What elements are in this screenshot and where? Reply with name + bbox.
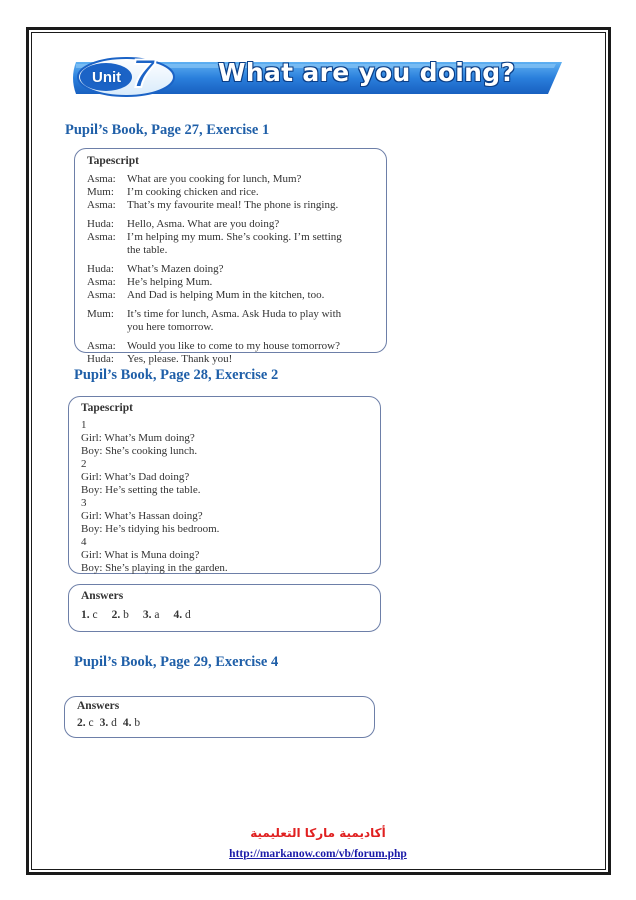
answer-number: 3. [142, 609, 152, 621]
dialog-line [87, 218, 382, 231]
answer-value: d [108, 717, 117, 729]
answer-item [100, 717, 117, 729]
speaker-name: Asma: [87, 276, 116, 288]
answer-item [112, 609, 129, 621]
answer-item [173, 609, 190, 621]
dialog-line [87, 199, 382, 212]
answer-value: c [85, 717, 94, 729]
tapescript-line: Boy: He’s tidying his bedroom. [81, 523, 220, 535]
tapescript-line: Girl: What is Muna doing? [81, 549, 200, 561]
speech-text: you here tomorrow. [127, 321, 214, 333]
unit-label: Unit [92, 69, 122, 86]
tapescript-line: Boy: He’s setting the table. [81, 484, 201, 496]
tapescript-box-page27 [74, 148, 387, 365]
speech-text: I’m cooking chicken and rice. [127, 186, 259, 198]
tapescript-line: Girl: What’s Dad doing? [81, 471, 190, 483]
section-heading-page29: Pupil’s Book, Page 29, Exercise 4 [74, 654, 279, 670]
answer-value: c [89, 609, 98, 621]
answer-number: 1. [81, 609, 90, 621]
answer-number: 3. [99, 717, 109, 729]
tapescript-dialog [87, 173, 382, 366]
speaker-name: Asma: [87, 173, 116, 185]
dialog-line [87, 231, 382, 244]
answer-value: d [182, 609, 191, 621]
speaker-name: Mum: [87, 308, 114, 320]
tapescript-line: 4 [81, 536, 87, 548]
speaker-name [87, 244, 127, 257]
answer-value: a [151, 609, 160, 621]
tapescript-line: Girl: What’s Hassan doing? [81, 510, 203, 522]
dialog-line [87, 308, 382, 321]
unit-title: What are you doing? [218, 58, 516, 87]
speech-text: Hello, Asma. What are you doing? [127, 218, 280, 230]
answers-list [77, 717, 146, 729]
speaker-name: Huda: [87, 218, 114, 230]
tapescript-title: Tapescript [81, 402, 133, 414]
speech-text: Would you like to come to my house tomorrow? [127, 340, 340, 352]
tapescript-line: Girl: What’s Mum doing? [81, 432, 195, 444]
footer-forum-link[interactable]: http://markanow.com/vb/forum.php [229, 848, 407, 860]
answer-item [123, 717, 140, 729]
tapescript-line: 2 [81, 458, 87, 470]
speech-text: It’s time for lunch, Asma. Ask Huda to play with [127, 308, 342, 320]
tapescript-title: Tapescript [87, 155, 139, 167]
tapescript-line: Boy: She’s playing in the garden. [81, 562, 228, 574]
tapescript-lines [81, 419, 371, 575]
tapescript-line: 1 [81, 419, 87, 431]
speech-text: What’s Mazen doing? [127, 263, 224, 275]
dialog-line [87, 353, 382, 366]
answer-item [143, 609, 160, 621]
speech-text: the table. [127, 244, 168, 256]
speaker-name: Asma: [87, 231, 116, 243]
unit-number: 7 [132, 52, 155, 96]
dialog-line [87, 276, 382, 289]
answers-box-page29 [64, 696, 375, 738]
answer-value: b [131, 717, 141, 729]
speech-text: And Dad is helping Mum in the kitchen, too. [127, 289, 325, 301]
speech-text: That’s my favourite meal! The phone is ringing. [127, 199, 339, 211]
dialog-line [87, 263, 382, 276]
dialog-line [87, 340, 382, 353]
section-heading-page27: Pupil’s Book, Page 27, Exercise 1 [65, 122, 270, 138]
dialog-line [87, 321, 382, 334]
tapescript-line: 3 [81, 497, 87, 509]
answer-item [77, 717, 94, 729]
dialog-line [87, 289, 382, 302]
answers-box-page28 [68, 584, 381, 632]
dialog-line [87, 244, 382, 257]
answer-item [81, 609, 98, 621]
speech-text: Yes, please. Thank you! [127, 353, 233, 365]
speaker-name: Asma: [87, 340, 116, 352]
dialog-line [87, 173, 382, 186]
tapescript-box-page28 [68, 396, 381, 574]
speech-text: What are you cooking for lunch, Mum? [127, 173, 302, 185]
speaker-name: Huda: [87, 353, 114, 365]
section-heading-page28: Pupil’s Book, Page 28, Exercise 2 [74, 367, 279, 383]
unit-banner [70, 52, 562, 100]
speaker-name: Huda: [87, 263, 114, 275]
answers-list [81, 609, 205, 621]
answer-value: b [120, 609, 129, 621]
speech-text: I’m helping my mum. She’s cooking. I’m setting [127, 231, 342, 243]
speaker-name [87, 321, 127, 334]
answers-title: Answers [81, 590, 124, 602]
dialog-line [87, 186, 382, 199]
tapescript-line: Boy: She’s cooking lunch. [81, 445, 198, 457]
answer-number: 2. [77, 717, 86, 729]
speaker-name: Asma: [87, 199, 116, 211]
speaker-name: Mum: [87, 186, 114, 198]
answer-number: 2. [111, 609, 121, 621]
answer-number: 4. [173, 609, 183, 621]
footer-academy-name: أكاديمية ماركا التعليمية [250, 826, 386, 840]
answers-title: Answers [77, 700, 120, 712]
speaker-name: Asma: [87, 289, 116, 301]
speech-text: He’s helping Mum. [127, 276, 213, 288]
answer-number: 4. [122, 717, 132, 729]
